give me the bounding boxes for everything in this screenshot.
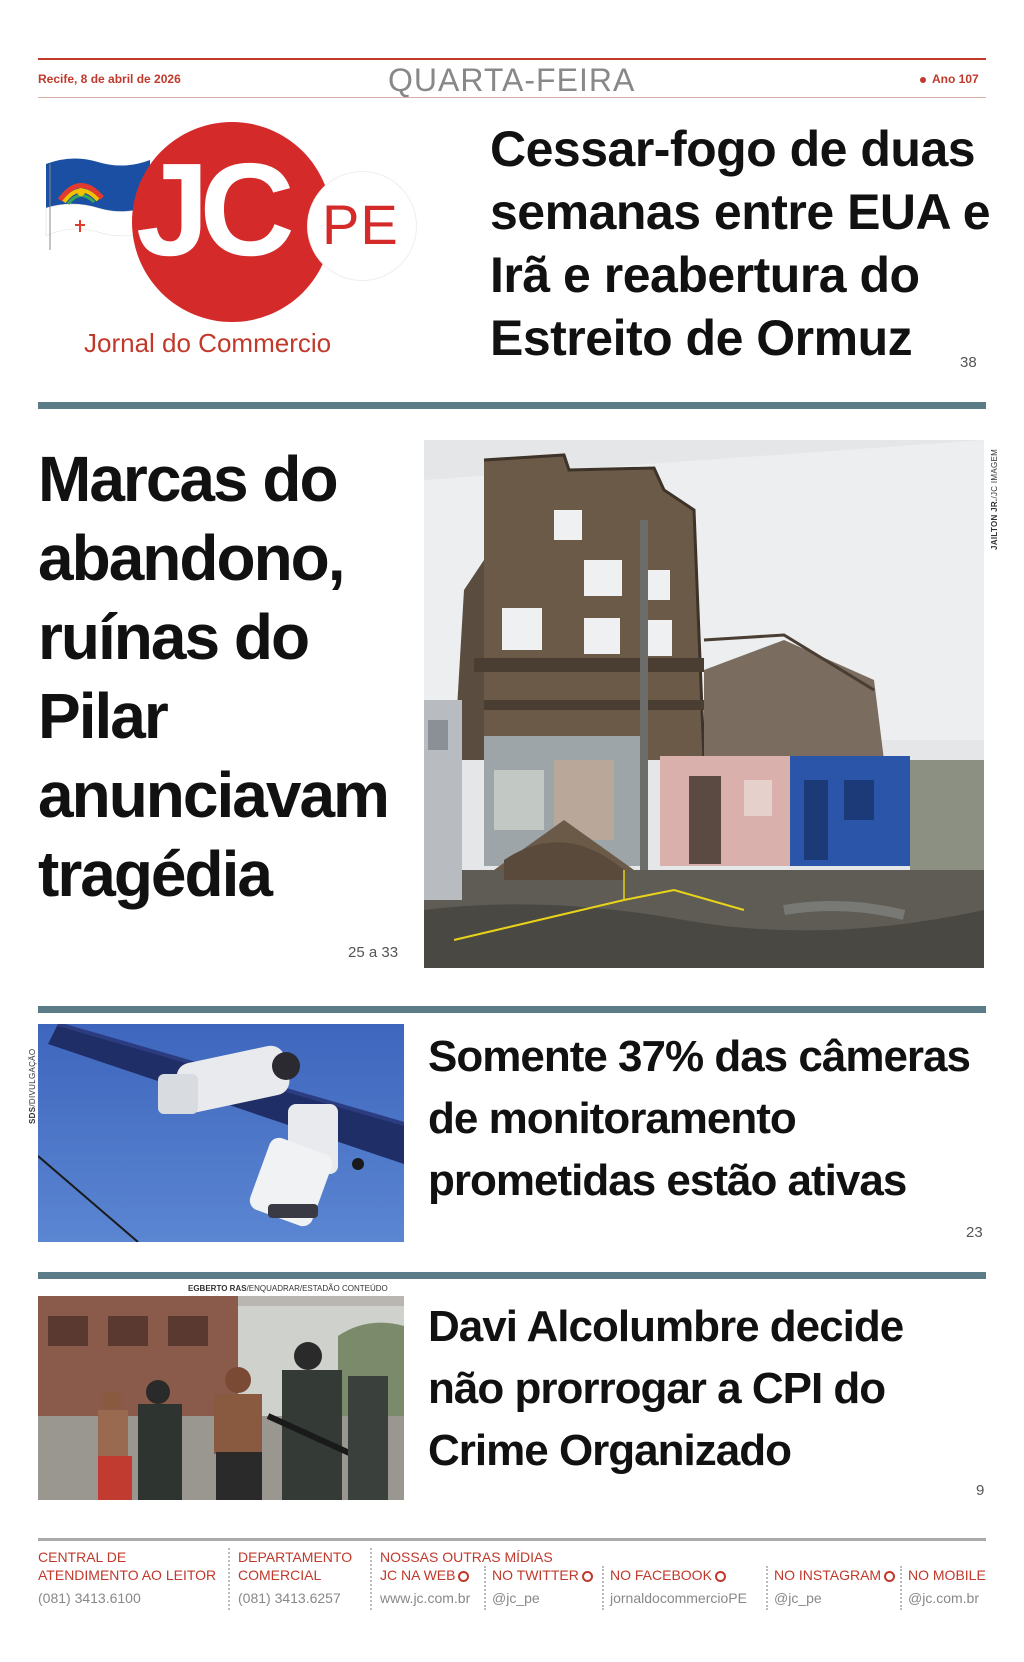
cameras-page: 23: [966, 1224, 983, 1241]
section-rule-1: [38, 402, 986, 409]
cpi-photo[interactable]: [38, 1296, 404, 1500]
cpi-photo-credit: [188, 1284, 388, 1293]
police-operation-photo-icon: [38, 1296, 404, 1500]
twitter-label-text: NO TWITTER: [492, 1567, 579, 1583]
central-label: CENTRAL DE ATENDIMENTO AO LEITOR: [38, 1549, 217, 1583]
footer-rule: [38, 1538, 986, 1541]
date-line: Recife, 8 de abril de 2026: [38, 72, 181, 86]
footer-separator: [602, 1566, 604, 1610]
jc-logo[interactable]: [40, 118, 430, 378]
surveillance-camera-photo-icon: [38, 1024, 404, 1242]
instagram-value[interactable]: @jc_pe: [774, 1590, 822, 1606]
footer-separator: [484, 1566, 486, 1610]
footer-separator: [766, 1566, 768, 1610]
cameras-photo-credit-agency: /DIVULGAÇÃO: [28, 1048, 37, 1107]
ruined-building-photo-icon: [424, 440, 984, 968]
top-story-page: 38: [960, 354, 977, 371]
facebook-label: [610, 1566, 726, 1584]
main-photo-credit-agency: /JC IMAGEM: [990, 448, 999, 499]
cpi-photo-credit-author: EGBERTO RAS: [188, 1284, 247, 1293]
twitter-icon: [582, 1571, 593, 1582]
cameras-photo-credit: [28, 1024, 37, 1124]
main-photo-credit-author: JAILTON JR.: [990, 498, 999, 550]
footer-separator: [370, 1548, 372, 1610]
facebook-value[interactable]: jornaldocommercioPE: [610, 1590, 747, 1606]
logo-sub: PE: [322, 193, 399, 256]
outras-midias-label: NOSSAS OUTRAS MÍDIAS: [380, 1549, 553, 1565]
top-rule: [38, 58, 986, 60]
cameras-photo-credit-author: SDS: [28, 1106, 37, 1124]
edition: [920, 72, 979, 86]
instagram-label: [774, 1566, 895, 1584]
comercial-phone[interactable]: (081) 3413.6257: [238, 1590, 341, 1606]
comercial-label: DEPARTAMENTO COMERCIAL: [238, 1549, 353, 1583]
central-phone[interactable]: (081) 3413.6100: [38, 1590, 141, 1606]
section-rule-3: [38, 1272, 986, 1279]
bullet-icon: [920, 77, 926, 83]
main-photo-credit: [990, 440, 999, 550]
facebook-label-text: NO FACEBOOK: [610, 1567, 712, 1583]
web-label: [380, 1566, 469, 1584]
section-rule-2: [38, 1006, 986, 1013]
main-story-headline[interactable]: Marcas do abandono, ruínas do Pilar anunciavam tragédia: [38, 443, 388, 910]
cameras-headline[interactable]: Somente 37% das câmeras de monitoramento prometidas estão ativas: [428, 1032, 970, 1205]
facebook-icon: [715, 1571, 726, 1582]
web-value[interactable]: www.jc.com.br: [380, 1590, 471, 1606]
footer-separator: [900, 1566, 902, 1610]
web-label-text: JC NA WEB: [380, 1567, 456, 1583]
twitter-label: [492, 1566, 593, 1584]
twitter-value[interactable]: @jc_pe: [492, 1590, 540, 1606]
edition-label: Ano 107: [932, 72, 979, 86]
main-story-pages: 25 a 33: [348, 944, 399, 961]
main-story-photo[interactable]: [424, 440, 984, 968]
instagram-icon: [884, 1571, 895, 1582]
cpi-photo-credit-agency: /ENQUADRAR/ESTADÃO CONTEÚDO: [246, 1284, 388, 1293]
mobile-value[interactable]: @jc.com.br: [908, 1590, 979, 1606]
mobile-label: NO MOBILE: [908, 1567, 986, 1583]
cpi-page: 9: [976, 1482, 985, 1499]
logo-name: Jornal do Commercio: [84, 328, 332, 358]
footer-separator: [228, 1548, 230, 1610]
logo-main: JC: [136, 136, 285, 283]
weekday: QUARTA-FEIRA: [388, 62, 636, 98]
cameras-photo[interactable]: [38, 1024, 404, 1242]
top-story-headline[interactable]: Cessar-fogo de duas semanas entre EUA e Irã e reabertura do Estreito de Ormuz: [490, 121, 990, 366]
cpi-headline[interactable]: Davi Alcolumbre decide não prorrogar a CPI do Crime Organizado: [428, 1302, 904, 1475]
instagram-label-text: NO INSTAGRAM: [774, 1567, 882, 1583]
globe-icon: [458, 1571, 469, 1582]
